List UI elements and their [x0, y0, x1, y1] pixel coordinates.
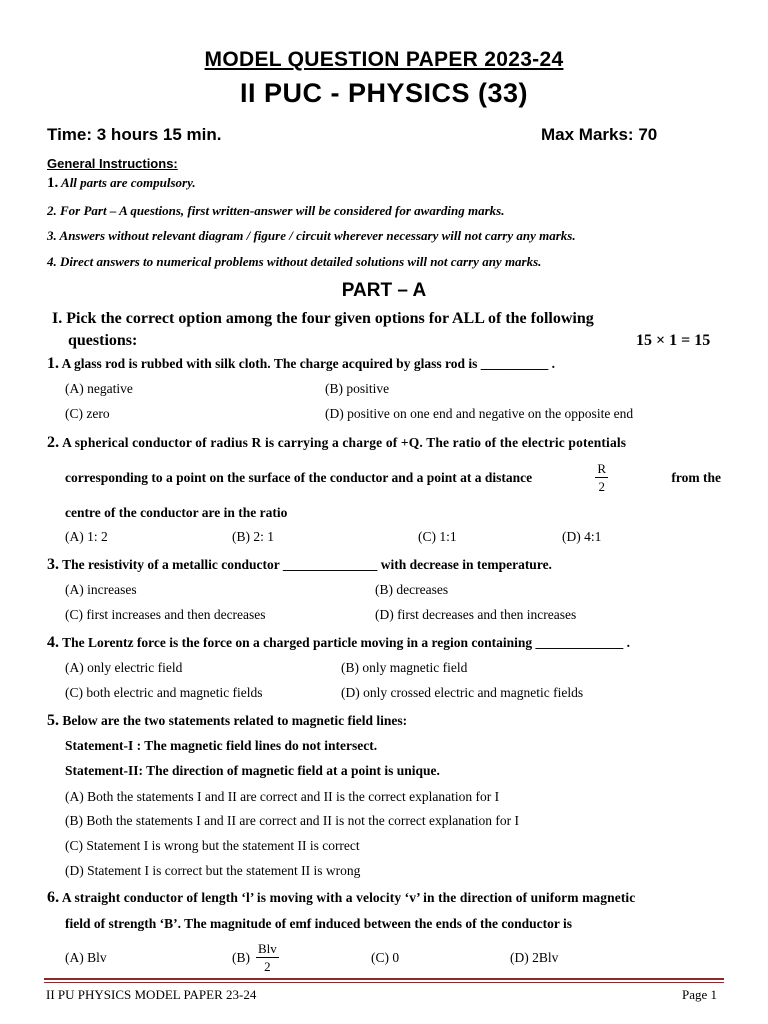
q2-option-c: (C) 1:1 [418, 529, 457, 544]
question-2-cont: corresponding to a point on the surface of the conductor and a point at a distance $\frac{R}{2}$ from the [65, 461, 721, 494]
instruction-item: 4. Direct answers to numerical problems without detailed solutions will not carry any marks. [47, 254, 542, 269]
q1-option-a: (A) negative [65, 381, 133, 396]
footer-rule [44, 978, 724, 980]
q3-option-a: (A) increases [65, 582, 137, 597]
question-4: 4. The Lorentz force is the force on a charged particle moving in a region containing _____________ . [47, 634, 630, 651]
section-instruction-cont: questions: [68, 332, 138, 349]
question-2: 2. A spherical conductor of radius R is carrying a charge of +Q. The ratio of the electric potentials [47, 434, 627, 451]
section-marks: 15 × 1 = 15 [636, 332, 711, 349]
q2-option-d: (D) 4:1 [562, 529, 602, 544]
q6-option-c: (C) 0 [371, 950, 400, 965]
footer-rule-thin [44, 982, 724, 983]
q3-option-c: (C) first increases and then decreases [65, 607, 266, 622]
question-2-cont2: centre of the conductor are in the ratio [65, 505, 288, 520]
q1-option-c: (C) zero [65, 406, 110, 421]
q5-option-b: (B) Both the statements I and II are correct and II is not the correct explanation for I [65, 813, 519, 828]
q1-option-d: (D) positive on one end and negative on the opposite end [325, 406, 634, 421]
q5-option-c: (C) Statement I is wrong but the statement II is correct [65, 838, 360, 853]
question-1: 1. A glass rod is rubbed with silk cloth. The charge acquired by glass rod is __________ . [47, 355, 555, 372]
page-number: Page 1 [682, 987, 718, 1002]
instruction-item: 3. Answers without relevant diagram / figure / circuit wherever necessary will not carry any marks. [47, 228, 576, 243]
q3-option-b: (B) decreases [375, 582, 449, 597]
footer-paper-name: II PU PHYSICS MODEL PAPER 23-24 [46, 987, 257, 1002]
max-marks: Max Marks: 70 [541, 125, 658, 144]
part-heading: PART – A [341, 280, 427, 301]
q3-option-d: (D) first decreases and then increases [375, 607, 577, 622]
section-instruction: I. Pick the correct option among the four given options for ALL of the following [52, 310, 594, 327]
instruction-item: 1. All parts are compulsory. [47, 175, 196, 191]
q4-option-d: (D) only crossed electric and magnetic fields [341, 685, 584, 700]
instruction-item: 2. For Part – A questions, first written-answer will be considered for awarding marks. [47, 203, 505, 218]
q5-statement-1: Statement-I : The magnetic field lines do not intersect. [65, 738, 378, 753]
q4-option-c: (C) both electric and magnetic fields [65, 685, 263, 700]
question-5: 5. Below are the two statements related to magnetic field lines: [47, 712, 408, 729]
q5-option-d: (D) Statement I is correct but the statement II is wrong [65, 863, 361, 878]
q2-option-b: (B) 2: 1 [232, 529, 274, 544]
q4-option-b: (B) only magnetic field [341, 660, 468, 675]
q6-option-d: (D) 2Blv [510, 950, 559, 965]
question-6-cont: field of strength ‘B’. The magnitude of emf induced between the ends of the conductor is [65, 916, 572, 931]
q4-option-a: (A) only electric field [65, 660, 183, 675]
q2-option-a: (A) 1: 2 [65, 529, 108, 544]
fraction-blv-over-2: $\frac{\text{Blv}}{2}$ [258, 941, 277, 974]
question-6: 6. A straight conductor of length ‘l’ is moving with a velocity ‘v’ in the direction of uniform magnetic [47, 889, 636, 906]
q5-option-a: (A) Both the statements I and II are correct and II is the correct explanation for I [65, 789, 500, 804]
instructions-heading: General Instructions: [47, 156, 178, 171]
paper-title: MODEL QUESTION PAPER 2023-24 [204, 48, 564, 71]
question-3: 3. The resistivity of a metallic conductor ______________ with decrease in temperature. [47, 556, 552, 573]
fraction-r-over-2: $\frac{R}{2}$ [597, 461, 607, 494]
paper-subtitle: II PUC - PHYSICS (33) [239, 78, 529, 108]
q6-option-a: (A) Blv [65, 950, 107, 965]
q5-statement-2: Statement-II: The direction of magnetic field at a point is unique. [65, 763, 440, 778]
q1-option-b: (B) positive [325, 381, 390, 396]
time-allowed: Time: 3 hours 15 min. [47, 125, 222, 144]
q6-option-b: (B) $\frac{\text{Blv}}{2}$ [232, 941, 277, 974]
